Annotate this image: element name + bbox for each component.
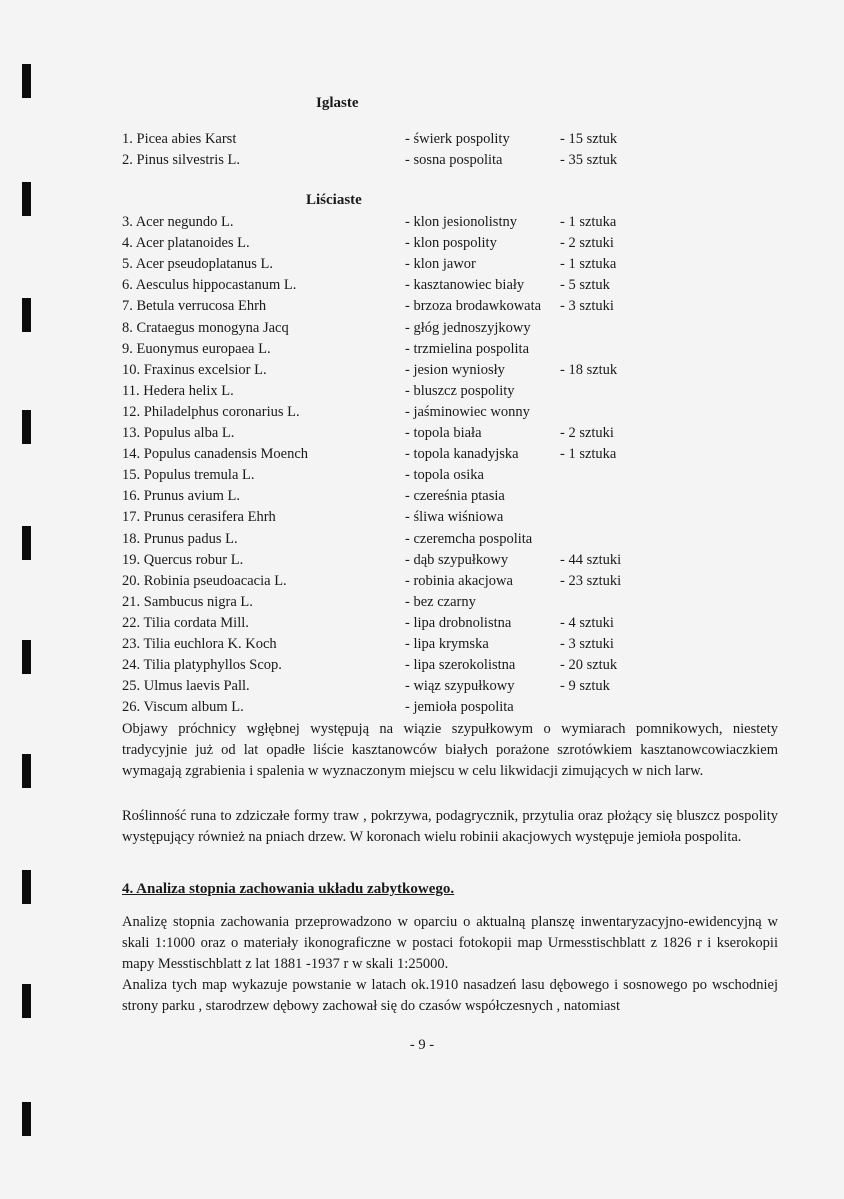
binder-mark: [22, 754, 31, 788]
species-polish-name: - lipa drobnolistna: [405, 614, 512, 631]
binder-mark: [22, 1102, 31, 1136]
species-latin-name: 10. Fraxinus excelsior L.: [122, 361, 267, 378]
species-row: [0, 507, 844, 527]
species-polish-name: - klon pospolity: [405, 235, 497, 252]
species-polish-name: - kasztanowiec biały: [405, 277, 525, 294]
species-count: - 1 sztuka: [560, 214, 617, 230]
species-polish-name: - bez czarny: [405, 593, 476, 610]
species-row: [0, 613, 844, 633]
species-row: [0, 697, 844, 717]
species-polish-name: - sosna pospolita: [405, 152, 503, 168]
paragraph-undergrowth: Roślinność runa to zdziczałe formy traw , pokrzywa, podagrycznik, przytulia oraz płożący się bluszcz pospolity występujący również na pniach drzew. W koronach wielu robinii akacjowych występuje jemioła pospolita.: [122, 808, 778, 845]
species-count: - 9 sztuk: [560, 678, 610, 695]
species-polish-name: - robinia akacjowa: [405, 572, 513, 589]
species-polish-name: - topola biała: [405, 425, 482, 441]
species-latin-name: 11. Hedera helix L.: [122, 382, 234, 399]
species-latin-name: 25. Ulmus laevis Pall.: [122, 678, 250, 695]
species-count: - 3 sztuki: [560, 636, 614, 652]
species-polish-name: - wiąz szypułkowy: [405, 678, 515, 695]
species-count: - 2 sztuki: [560, 425, 614, 441]
species-polish-name: - brzoza brodawkowata: [405, 298, 542, 315]
binder-mark: [22, 64, 31, 98]
species-polish-name: - jemioła pospolita: [405, 699, 514, 716]
species-row: [0, 212, 844, 232]
paragraph-analysis-results: Analiza tych map wykazuje powstanie w latach ok.1910 nasadzeń lasu dębowego i sosnowego po wschodniej strony parku , starodrzew dębowy zachował się do czasów współczesnych , natomiast: [122, 977, 778, 1014]
species-row: [0, 465, 844, 485]
species-count: - 35 sztuk: [560, 152, 618, 168]
species-row: [0, 318, 844, 338]
species-row: [0, 233, 844, 253]
species-count: - 23 sztuki: [560, 572, 622, 589]
species-row: [0, 360, 844, 380]
species-polish-name: - czereśnia ptasia: [405, 488, 505, 505]
paragraph-analysis-method: Analizę stopnia zachowania przeprowadzono w oparciu o aktualną planszę inwentaryzacyjno-ewidencyjną w skali 1:1000 oraz o materiały ikonograficzne w postaci fotokopii map Urmesstischblatt z 1826 r i kserokopii mapy Messtischblatt z lat 1881 -1937 r w skali 1:25000.: [122, 914, 778, 972]
species-polish-name: - bluszcz pospolity: [405, 382, 515, 399]
species-row: [0, 655, 844, 675]
species-latin-name: 23. Tilia euchlora K. Koch: [122, 636, 277, 652]
species-row: [0, 592, 844, 612]
species-row: [0, 339, 844, 359]
species-row: [0, 529, 844, 549]
species-row: [0, 402, 844, 422]
species-row: [0, 129, 844, 149]
species-count: - 2 sztuki: [560, 235, 614, 252]
species-latin-name: 7. Betula verrucosa Ehrh: [122, 298, 267, 315]
deciduous-heading: Liściaste: [306, 192, 362, 208]
species-latin-name: 15. Populus tremula L.: [122, 467, 255, 484]
species-polish-name: - jaśminowiec wonny: [405, 403, 530, 420]
species-latin-name: 1. Picea abies Karst: [122, 131, 237, 147]
species-polish-name: - lipa krymska: [405, 636, 489, 652]
species-polish-name: - klon jawor: [405, 256, 476, 273]
species-count: - 15 sztuk: [560, 131, 618, 147]
binder-mark: [22, 870, 31, 904]
species-latin-name: 6. Aesculus hippocastanum L.: [122, 277, 297, 294]
species-row: [0, 381, 844, 401]
species-latin-name: 2. Pinus silvestris L.: [122, 152, 241, 168]
section-heading: 4. Analiza stopnia zachowania układu zabytkowego.: [122, 881, 455, 897]
species-latin-name: 18. Prunus padus L.: [122, 530, 238, 547]
species-latin-name: 8. Crataegus monogyna Jacq: [122, 319, 289, 336]
species-latin-name: 19. Quercus robur L.: [122, 551, 244, 568]
binder-mark: [22, 182, 31, 216]
species-polish-name: - czeremcha pospolita: [405, 530, 533, 547]
species-latin-name: 12. Philadelphus coronarius L.: [122, 403, 300, 420]
species-latin-name: 9. Euonymus europaea L.: [122, 340, 271, 357]
species-latin-name: 16. Prunus avium L.: [122, 488, 241, 505]
species-latin-name: 5. Acer pseudoplatanus L.: [122, 256, 274, 273]
species-row: [0, 423, 844, 443]
species-row: [0, 254, 844, 274]
species-count: - 1 sztuka: [560, 256, 617, 273]
species-polish-name: - jesion wyniosły: [405, 361, 505, 378]
species-count: - 3 sztuki: [560, 298, 614, 315]
species-polish-name: - śliwa wiśniowa: [405, 509, 504, 526]
species-latin-name: 20. Robinia pseudoacacia L.: [122, 572, 287, 589]
species-row: [0, 550, 844, 570]
species-latin-name: 4. Acer platanoides L.: [122, 235, 250, 252]
species-count: - 4 sztuki: [560, 614, 614, 631]
species-latin-name: 21. Sambucus nigra L.: [122, 593, 253, 610]
species-polish-name: - świerk pospolity: [405, 131, 510, 147]
species-count: - 5 sztuk: [560, 277, 610, 294]
species-row: [0, 486, 844, 506]
species-latin-name: 14. Populus canadensis Moench: [122, 446, 309, 463]
species-latin-name: 13. Populus alba L.: [122, 425, 235, 441]
species-polish-name: - dąb szypułkowy: [405, 551, 509, 568]
species-polish-name: - głóg jednoszyjkowy: [405, 319, 531, 336]
species-row: [0, 444, 844, 464]
species-latin-name: 3. Acer negundo L.: [122, 214, 234, 230]
species-count: - 18 sztuk: [560, 361, 618, 378]
species-latin-name: 26. Viscum album L.: [122, 699, 244, 716]
species-count: - 44 sztuki: [560, 551, 622, 568]
species-count: - 1 sztuka: [560, 446, 617, 463]
species-latin-name: 17. Prunus cerasifera Ehrh: [122, 509, 276, 526]
paragraph-decay-symptoms: Objawy próchnicy wgłębnej występują na wiązie szypułkowym o wymiarach pomnikowych, niestety tradycyjnie już od lat opadłe liście kasztanowców białych porażone szrotówkiem kasztanowcowiaczkiem wymagają zgrabienia i spalenia w wyznaczonym miejscu w celu likwidacji zimujących w nich larw.: [122, 721, 778, 779]
species-row: [0, 676, 844, 696]
species-polish-name: - trzmielina pospolita: [405, 340, 530, 357]
binder-mark: [22, 984, 31, 1018]
species-polish-name: - topola kanadyjska: [405, 446, 519, 463]
species-count: - 20 sztuk: [560, 657, 618, 674]
species-row: [0, 275, 844, 295]
species-polish-name: - klon jesionolistny: [405, 214, 517, 230]
species-polish-name: - lipa szerokolistna: [405, 657, 516, 674]
species-row: [0, 150, 844, 170]
conifers-heading: Iglaste: [316, 95, 359, 111]
page-number: - 9 -: [409, 1037, 435, 1053]
species-row: [0, 634, 844, 654]
species-latin-name: 24. Tilia platyphyllos Scop.: [122, 657, 282, 674]
species-row: [0, 296, 844, 316]
species-polish-name: - topola osika: [405, 467, 484, 484]
species-row: [0, 571, 844, 591]
species-latin-name: 22. Tilia cordata Mill.: [122, 614, 249, 631]
